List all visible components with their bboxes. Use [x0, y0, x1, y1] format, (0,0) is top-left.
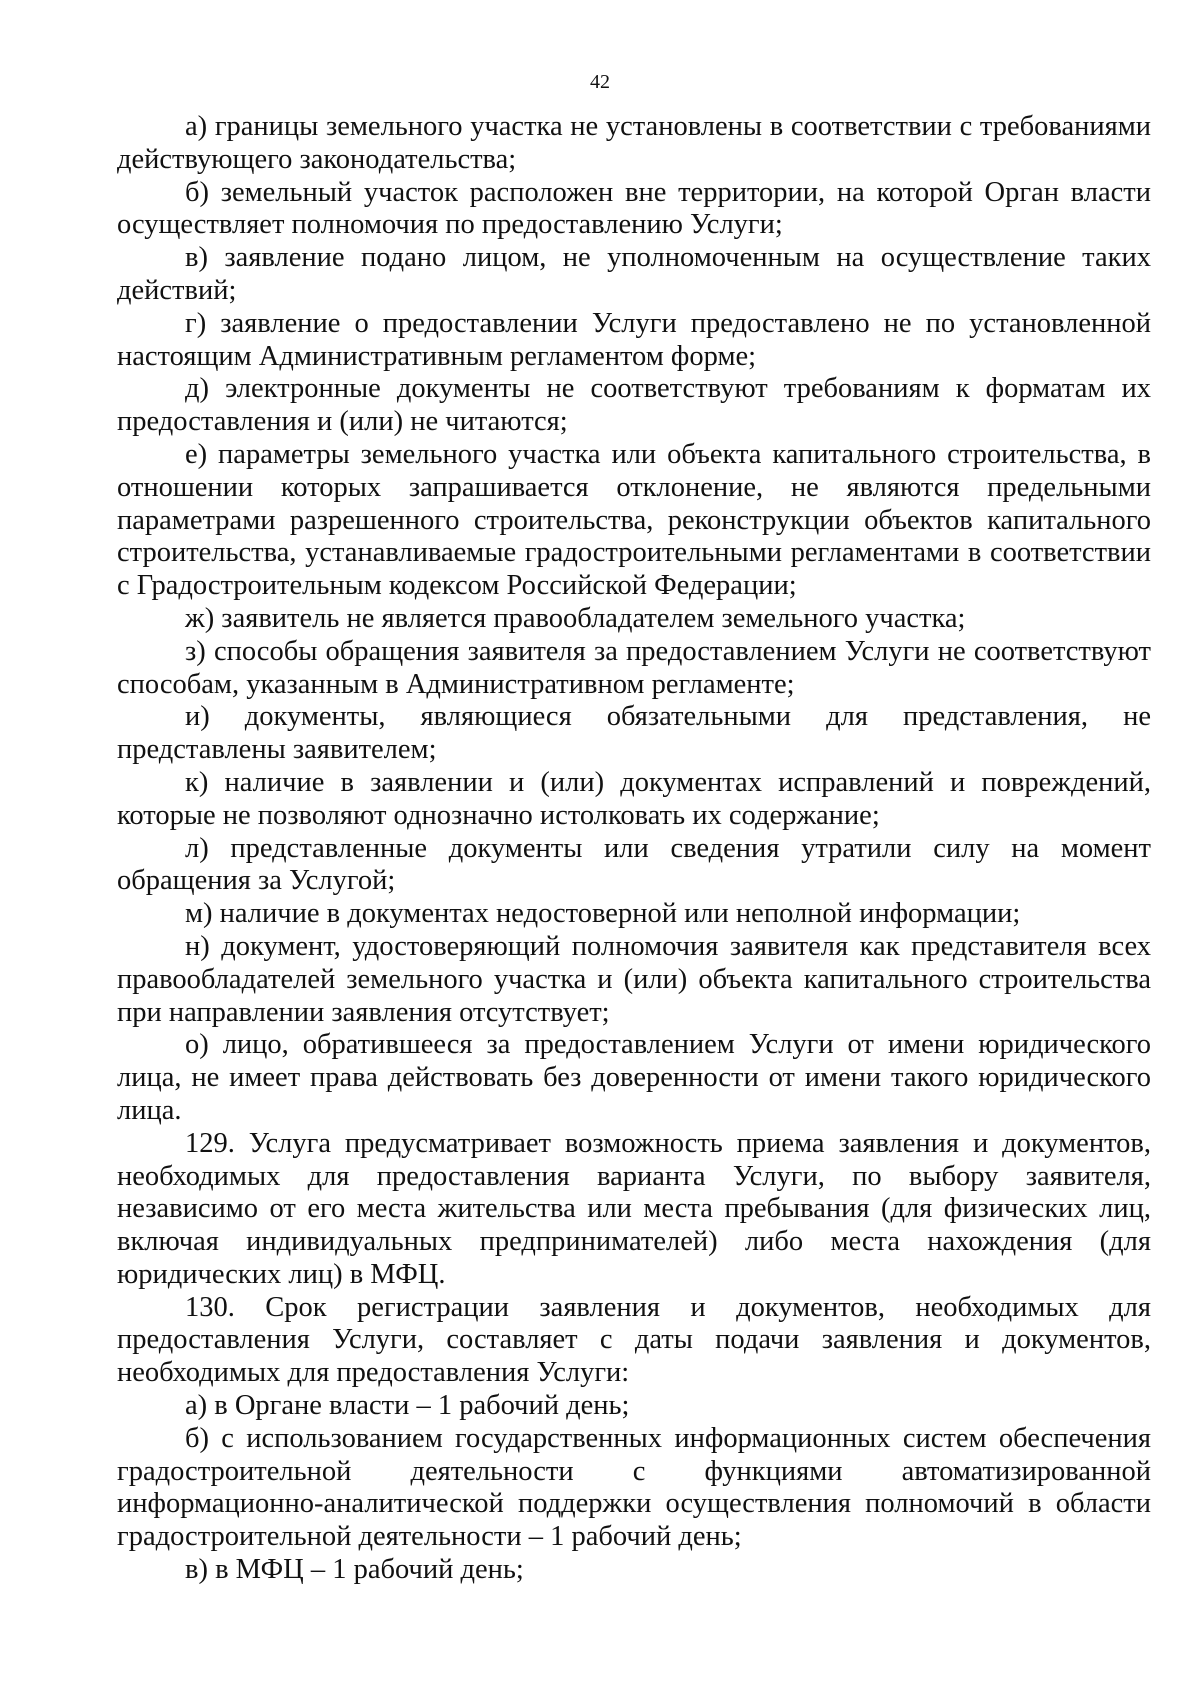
paragraph: л) представленные документы или сведения утратили силу на момент обращения за Услугой; [117, 832, 1151, 897]
paragraph: е) параметры земельного участка или объекта капитального строительства, в отношении которых запрашивается отклонение, не являются предельными параметрами разрешенного строительства, реконструкции объектов капитального строительства, устанавливаемые градостроительными регламентами в соответствии с Градостроительным кодексом Российской Федерации; [117, 438, 1151, 602]
page-number: 42 [590, 71, 610, 93]
paragraph: в) заявление подано лицом, не уполномоченным на осуществление таких действий; [117, 242, 1151, 306]
paragraph-129: 129. Услуга предусматривает возможность приема заявления и документов, необходимых для предоставления варианта Услуги, по выбору заявителя, независимо от его места жительства или места пребывания (для физических лиц, включая индивидуальных предпринимателей) либо места нахождения (для юридических лиц) в МФЦ. [117, 1127, 1151, 1290]
paragraph: в) в МФЦ – 1 рабочий день; [185, 1554, 524, 1586]
paragraph: о) лицо, обратившееся за предоставлением Услуги от имени юридического лица, не имеет права действовать без доверенности от имени такого юридического лица. [117, 1029, 1151, 1126]
paragraph: м) наличие в документах недостоверной или неполной информации; [185, 898, 1021, 930]
paragraph: к) наличие в заявлении и (или) документах исправлений и повреждений, которые не позволяют однозначно истолковать их содержание; [117, 766, 1151, 831]
paragraph: н) документ, удостоверяющий полномочия заявителя как представителя всех правообладателей земельного участка и (или) объекта капитального строительства при направлении заявления отсутствует; [117, 930, 1151, 1028]
paragraph-130: 130. Срок регистрации заявления и документов, необходимых для предоставления Услуги, составляет с даты подачи заявления и документов, необходимых для предоставления Услуги: [117, 1291, 1151, 1389]
paragraph: и) документы, являющиеся обязательными для представления, не представлены заявителем; [117, 701, 1151, 766]
paragraph: б) земельный участок расположен вне территории, на которой Орган власти осуществляет полномочия по предоставлению Услуги; [117, 176, 1151, 241]
paragraph: г) заявление о предоставлении Услуги предоставлено не по установленной настоящим Административным регламентом форме; [117, 307, 1151, 372]
paragraph: а) в Органе власти – 1 рабочий день; [185, 1390, 630, 1422]
paragraph: а) границы земельного участка не установлены в соответствии с требованиями действующего законодательства; [117, 111, 1151, 175]
paragraph: д) электронные документы не соответствуют требованиям к форматам их предоставления и (или) не читаются; [117, 373, 1151, 438]
document-body [117, 111, 1151, 1587]
paragraph: з) способы обращения заявителя за предоставлением Услуги не соответствуют способам, указанным в Административном регламенте; [117, 635, 1151, 700]
paragraph: б) с использованием государственных информационных систем обеспечения градостроительной деятельности с функциями автоматизированной информационно-аналитической поддержки осуществления полномочий в области градостроительной деятельности – 1 рабочий день; [117, 1422, 1151, 1553]
paragraph: ж) заявитель не является правообладателем земельного участка; [185, 602, 966, 634]
